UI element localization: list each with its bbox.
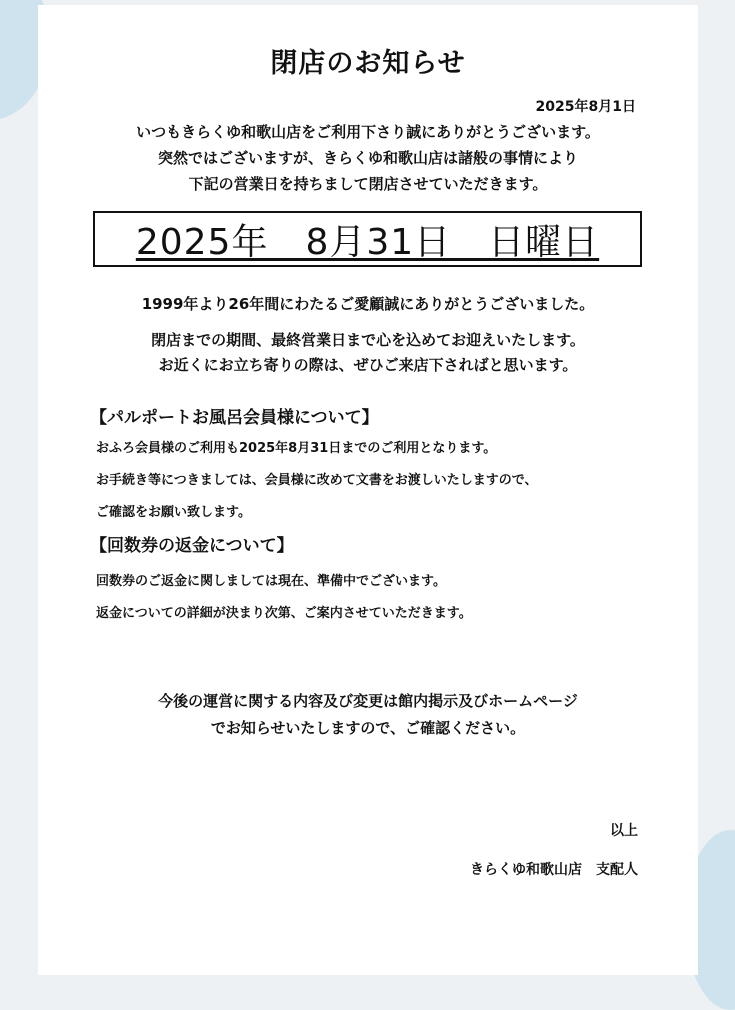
section-line: 返金についての詳細が決まり次第、ご案内させていただきます。 — [96, 606, 472, 621]
farewell-line: お近くにお立ち寄りの際は、ぜひご来店下さればと思います。 — [158, 356, 578, 374]
thanks-message: 1999年より26年間にわたるご愛顧誠にありがとうございました。 — [141, 295, 595, 313]
future-line: 今後の運営に関する内容及び変更は館内掲示及びホームページ — [158, 692, 578, 710]
intro-line: いつもきらくゆ和歌山店をご利用下さり誠にありがとうございます。 — [136, 123, 600, 141]
future-notice — [38, 688, 698, 742]
section-line: おふろ会員様のご利用も2025年8月31日までのご利用となります。 — [96, 441, 497, 456]
farewell-line: 閉店までの期間、最終営業日まで心を込めてお迎えいたします。 — [151, 331, 585, 349]
closing-date-box — [93, 211, 642, 267]
closing-word: 以上 — [610, 823, 638, 839]
signer: きらくゆ和歌山店 支配人 — [470, 862, 638, 878]
farewell-paragraph — [38, 328, 698, 378]
intro-line: 下記の営業日を持ちまして閉店させていただきます。 — [188, 175, 548, 193]
intro-paragraph — [38, 119, 698, 197]
section-line: お手続き等につきましては、会員様に改めて文書をお渡しいたしますので、 — [96, 473, 538, 488]
section-heading-membership: 【パルポートお風呂会員様について】 — [90, 408, 379, 428]
section-line: ご確認をお願い致します。 — [96, 505, 251, 520]
closing-date: 2025年 8月31日 日曜日 — [135, 221, 600, 263]
future-line: でお知らせいたしますので、ご確認ください。 — [210, 719, 526, 737]
notice-document — [38, 5, 698, 975]
notice-title: 閉店のお知らせ — [270, 48, 466, 79]
section-line: 回数券のご返金に関しましては現在、準備中でございます。 — [96, 574, 446, 589]
intro-line: 突然ではございますが、きらくゆ和歌山店は諸般の事情により — [157, 149, 578, 167]
notice-date: 2025年8月1日 — [535, 99, 636, 115]
section-heading-refund: 【回数券の返金について】 — [90, 536, 294, 556]
